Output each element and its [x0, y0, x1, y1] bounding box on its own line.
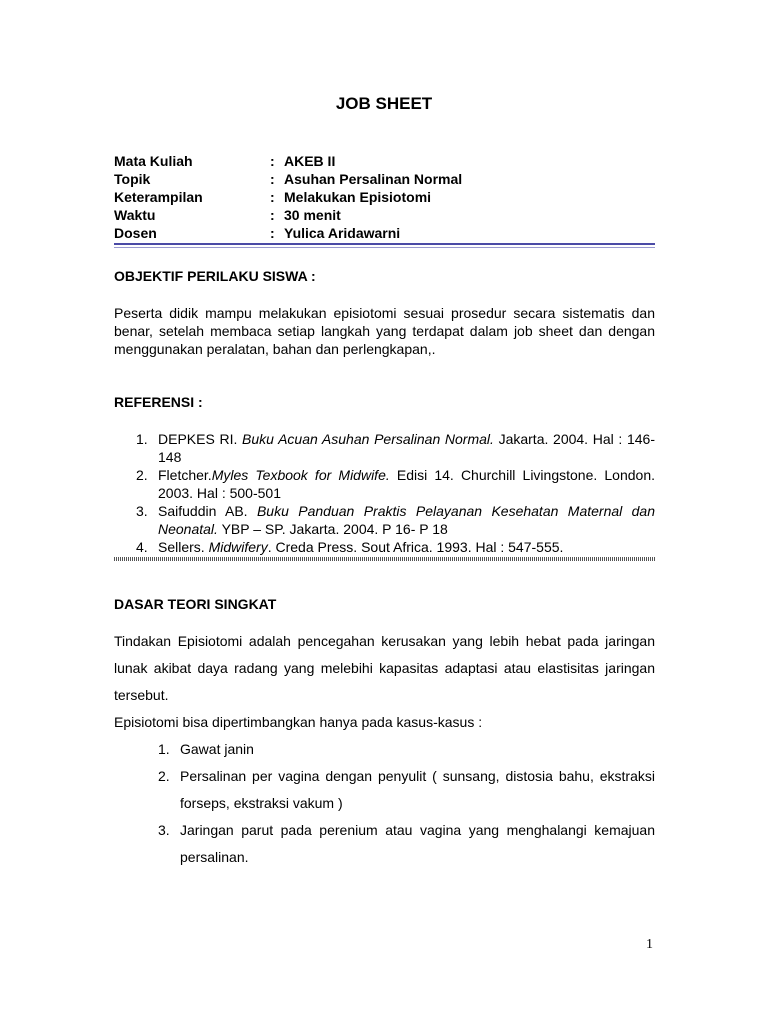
reference-number: 4.	[136, 539, 148, 555]
section-heading-objektif: OBJEKTIF PERILAKU SISWA :	[114, 268, 316, 284]
reference-number: 2.	[136, 467, 148, 483]
kasus-number: 3.	[158, 822, 170, 838]
reference-item	[136, 430, 655, 466]
kasus-text: Persalinan per vagina dengan penyulit ( sunsang, distosia bahu, ekstraksi forseps, ekstraksi vakum )	[180, 768, 655, 811]
objektif-paragraph: Peserta didik mampu melakukan episiotomi sesuai prosedur secara sistematis dan benar, setelah membaca setiap langkah yang terdapat dalam job sheet dan dengan menggunakan peralatan, bahan dan perlengkapan,.	[114, 305, 655, 357]
info-colon: :	[270, 153, 275, 169]
kasus-item	[158, 817, 655, 871]
reference-item	[136, 502, 655, 538]
reference-title: Myles Texbook for Midwife.	[211, 467, 390, 483]
info-colon: :	[270, 225, 275, 241]
info-value: AKEB II	[284, 153, 336, 169]
kasus-number: 1.	[158, 741, 170, 757]
reference-item	[136, 466, 655, 502]
reference-title: Buku Acuan Asuhan Persalinan Normal.	[242, 431, 494, 447]
info-label: Waktu	[114, 207, 156, 223]
info-value: Melakukan Episiotomi	[284, 189, 432, 205]
reference-details: . Creda Press. Sout Africa. 1993. Hal : 547-555.	[267, 539, 564, 555]
reference-details: YBP – SP. Jakarta. 2004. P 16- P 18	[217, 521, 448, 537]
reference-number: 1.	[136, 431, 148, 447]
reference-item	[136, 538, 655, 556]
reference-author: Sellers.	[158, 539, 209, 555]
info-value: Yulica Aridawarni	[284, 225, 401, 241]
kasus-intro: Episiotomi bisa dipertimbangkan hanya pada kasus-kasus :	[114, 714, 483, 730]
reference-details: Edisi 14. Churchill Livingstone. London. 2003. Hal : 500-501	[158, 467, 655, 501]
info-label: Keterampilan	[114, 189, 203, 205]
page-title: JOB SHEET	[335, 94, 433, 113]
kasus-list	[158, 736, 655, 871]
kasus-text: Gawat janin	[180, 741, 254, 757]
info-colon: :	[270, 207, 275, 223]
section-heading-referensi: REFERENSI :	[114, 394, 203, 410]
header-divider	[114, 243, 655, 245]
reference-title: Midwifery	[208, 539, 268, 555]
info-label: Topik	[114, 171, 151, 187]
kasus-item	[158, 736, 655, 763]
reference-author: Saifuddin AB.	[158, 503, 257, 519]
reference-author: DEPKES RI.	[158, 431, 243, 447]
reference-details: Jakarta. 2004. Hal : 146-148	[158, 431, 655, 465]
reference-number: 3.	[136, 503, 148, 519]
info-label: Dosen	[114, 225, 157, 241]
reference-author: Fletcher.	[158, 467, 212, 483]
info-label: Mata Kuliah	[114, 153, 193, 169]
reference-divider	[114, 557, 655, 561]
reference-title: Buku Panduan Praktis Pelayanan Kesehatan Maternal dan Neonatal.	[158, 503, 656, 537]
info-value: Asuhan Persalinan Normal	[284, 171, 463, 187]
reference-list	[136, 430, 655, 556]
info-value: 30 menit	[284, 207, 341, 223]
info-colon: :	[270, 189, 275, 205]
kasus-item	[158, 763, 655, 817]
section-heading-dasar-teori: DASAR TEORI SINGKAT	[114, 596, 277, 612]
header-divider-thin	[114, 247, 655, 248]
page-number: 1	[646, 937, 653, 952]
kasus-number: 2.	[158, 768, 170, 784]
dasar-teori-paragraph: Tindakan Episiotomi adalah pencegahan kerusakan yang lebih hebat pada jaringan lunak akibat daya radang yang melebihi kapasitas adaptasi atau elastisitas jaringan tersebut.	[114, 633, 655, 703]
kasus-text: Jaringan parut pada perenium atau vagina yang menghalangi kemajuan persalinan.	[180, 822, 655, 865]
info-colon: :	[270, 171, 275, 187]
